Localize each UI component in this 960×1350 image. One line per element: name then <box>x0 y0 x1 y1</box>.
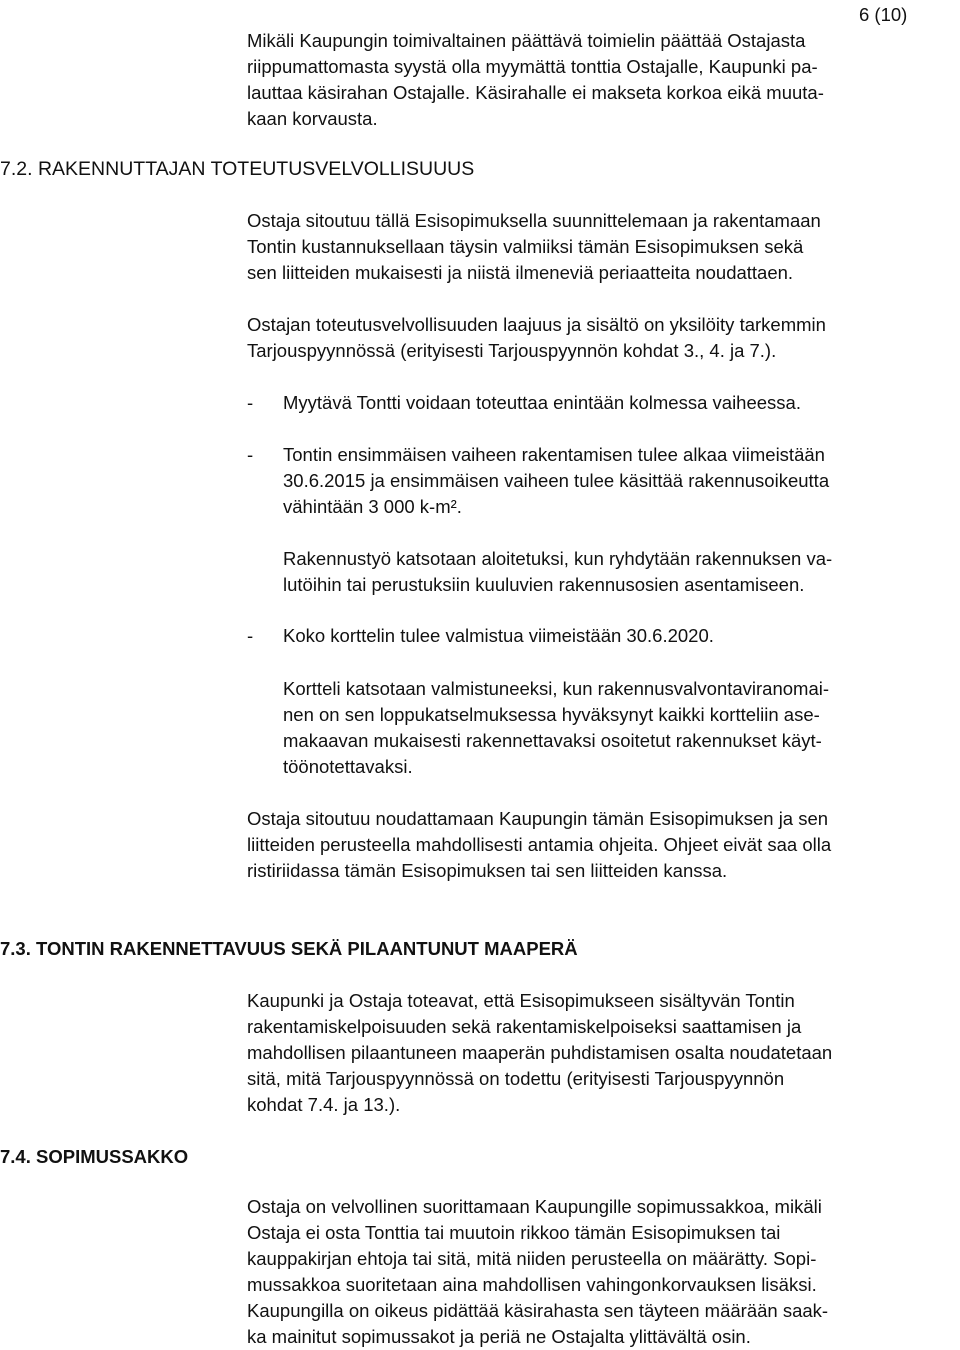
text-line: kauppakirjan ehtoja tai sitä, mitä niiden perusteella on määrätty. Sopi- <box>247 1248 817 1269</box>
bullet-marker: - <box>247 392 254 413</box>
text-line: nen on sen loppukatselmuksessa hyväksynyt kaikki kortteliin ase- <box>283 704 820 725</box>
text-line: töönotettavaksi. <box>283 756 413 777</box>
text-line: lutöihin tai perustuksiin kuuluvien rakennusosien asentamiseen. <box>283 574 805 595</box>
text-line: Ostaja on velvollinen suorittamaan Kaupungille sopimussakkoa, mikäli <box>247 1196 822 1217</box>
text-line: Kaupungilla on oikeus pidättää käsirahasta sen täyteen määrään saak- <box>247 1300 829 1321</box>
text-line: Tarjouspyynnössä (erityisesti Tarjouspyynnön kohdat 3., 4. ja 7.). <box>247 340 777 361</box>
text-line: mahdollisen pilaantuneen maaperän puhdistamisen osalta noudatetaan <box>247 1042 833 1063</box>
text-line: rakentamiskelpoisuuden sekä rakentamiskelpoiseksi saattamisen ja <box>247 1016 802 1037</box>
text-line: Ostajan toteutusvelvollisuuden laajuus ja sisältö on yksilöity tarkemmin <box>247 314 826 335</box>
text-line: riippumattomasta syystä olla myymättä tonttia Ostajalle, Kaupunki pa- <box>247 56 818 77</box>
bullet-marker: - <box>247 444 254 465</box>
page-number: 6 (10) <box>859 4 908 25</box>
text-line: kaan korvausta. <box>247 108 378 129</box>
text-line: 30.6.2015 ja ensimmäisen vaiheen tulee käsittää rakennusoikeutta <box>283 470 830 491</box>
text-line: Koko korttelin tulee valmistua viimeistään 30.6.2020. <box>283 625 714 646</box>
text-line: ristiriidassa tämän Esisopimuksen tai sen liitteiden kanssa. <box>247 860 728 881</box>
text-line: mussakkoa suoritetaan aina mahdollisen vahingonkorvauksen lisäksi. <box>247 1274 817 1295</box>
section-heading-7-3: 7.3. TONTIN RAKENNETTAVUUS SEKÄ PILAANTUNUT MAAPERÄ <box>0 938 578 959</box>
text-line: sitä, mitä Tarjouspyynnössä on todettu (erityisesti Tarjouspyynnön <box>247 1068 785 1089</box>
text-line: Myytävä Tontti voidaan toteuttaa enintään kolmessa vaiheessa. <box>283 392 801 413</box>
text-line: Kaupunki ja Ostaja toteavat, että Esisopimukseen sisältyvän Tontin <box>247 990 795 1011</box>
text-line: ka mainitut sopimussakot ja periä ne Ostajalta ylittävältä osin. <box>247 1326 751 1347</box>
text-line: Tontin ensimmäisen vaiheen rakentamisen tulee alkaa viimeistään <box>283 444 825 465</box>
text-line: Ostaja sitoutuu tällä Esisopimuksella suunnittelemaan ja rakentamaan <box>247 210 821 231</box>
text-line: Ostaja sitoutuu noudattamaan Kaupungin tämän Esisopimuksen ja sen <box>247 808 829 829</box>
text-line: kohdat 7.4. ja 13.). <box>247 1094 401 1115</box>
text-line: liitteiden perusteella mahdollisesti antamia ohjeita. Ohjeet eivät saa olla <box>247 834 832 855</box>
section-heading-7-4: 7.4. SOPIMUSSAKKO <box>0 1146 189 1167</box>
text-line: sen liitteiden mukaisesti ja niistä ilmeneviä periaatteita noudattaen. <box>247 262 794 283</box>
text-line: Kortteli katsotaan valmistuneeksi, kun rakennusvalvontaviranomai- <box>283 678 830 699</box>
text-line: vähintään 3 000 k-m². <box>283 496 462 517</box>
section-heading-7-2: 7.2. RAKENNUTTAJAN TOTEUTUSVELVOLLISUUUS <box>0 158 475 180</box>
text-line: Mikäli Kaupungin toimivaltainen päättävä toimielin päättää Ostajasta <box>247 30 806 51</box>
text-line: Ostaja ei osta Tonttia tai muutoin rikkoo tämän Esisopimuksen tai <box>247 1222 781 1243</box>
text-line: Rakennustyö katsotaan aloitetuksi, kun ryhdytään rakennuksen va- <box>283 548 833 569</box>
bullet-marker: - <box>247 625 254 646</box>
text-line: makaavan mukaisesti rakennettavaksi osoitetut rakennukset käyt- <box>283 730 822 751</box>
text-line: Tontin kustannuksellaan täysin valmiiksi tämän Esisopimuksen sekä <box>247 236 804 257</box>
text-line: lauttaa käsirahan Ostajalle. Käsirahalle ei makseta korkoa eikä muuta- <box>247 82 824 103</box>
